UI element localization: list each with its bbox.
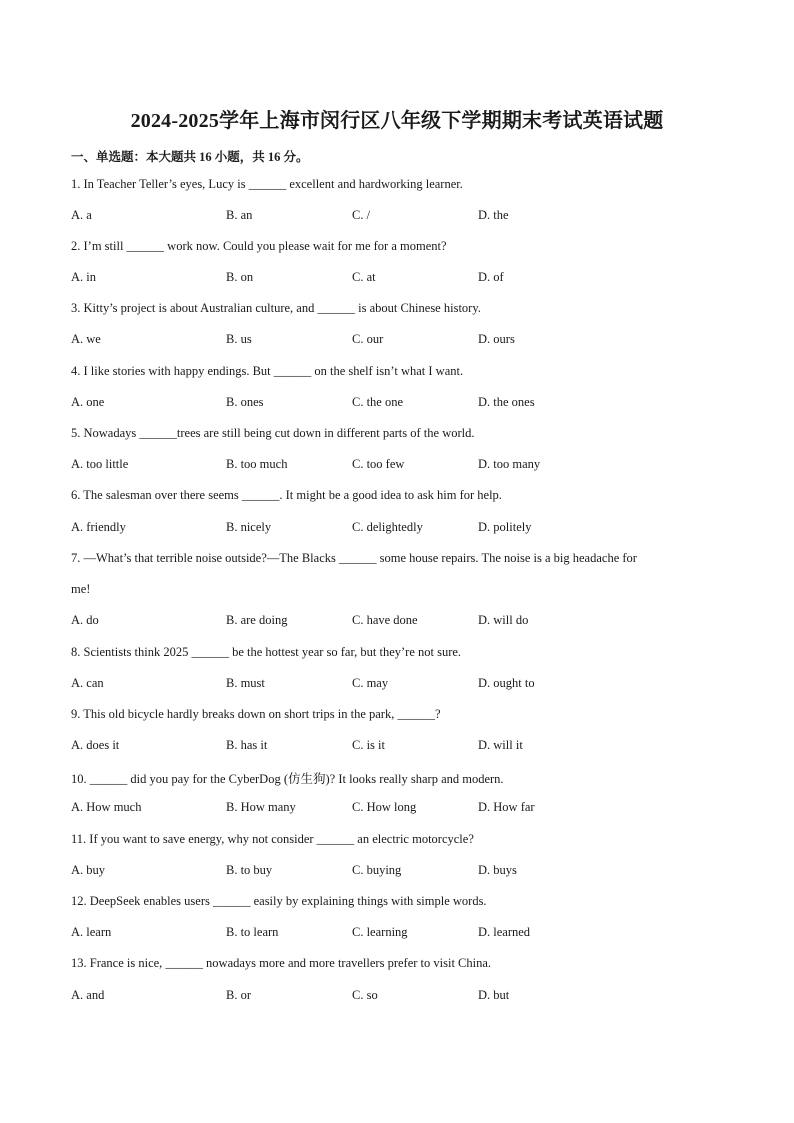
question-stem: 13. France is nice, ______ nowadays more and more travellers prefer to visit China. [71,956,492,970]
option-a: A. one [71,395,105,409]
question-options [71,457,731,475]
option-c: C. our [352,332,384,346]
option-b: B. ones [226,395,264,409]
option-c: C. so [352,988,378,1002]
question-stem: 5. Nowadays ______trees are still being cut down in different parts of the world. [71,426,475,440]
option-b: B. on [226,270,254,284]
option-b: B. to learn [226,925,279,939]
question-options [71,676,731,694]
option-a: A. a [71,208,92,222]
option-b: B. an [226,208,253,222]
option-b: B. How many [226,800,296,814]
option-d: D. too many [478,457,541,471]
option-d: D. buys [478,863,517,877]
option-d: D. learned [478,925,531,939]
option-c: C. / [352,208,371,222]
question-options [71,270,731,288]
option-a: A. in [71,270,96,284]
option-b: B. must [226,676,265,690]
section-heading: 一、单选题：本大题共 16 小题，共 16 分。 [71,150,309,164]
option-c: C. too few [352,457,405,471]
option-c: C. is it [352,738,385,752]
question-stem: 2. I’m still ______ work now. Could you please wait for me for a moment? [71,239,447,253]
option-a: A. buy [71,863,106,877]
question-stem: 7. —What’s that terrible noise outside?—The Blacks ______ some house repairs. The noise is a big headache for [71,551,637,565]
page-title: 2024-2025学年上海市闵行区八年级下学期期末考试英语试题 [130,110,664,132]
question-stem: 9. This old bicycle hardly breaks down on short trips in the park, ______? [71,707,441,721]
option-c: C. have done [352,613,418,627]
option-b: B. are doing [226,613,288,627]
option-c: C. the one [352,395,404,409]
option-d: D. ought to [478,676,535,690]
question-stem-continued: me! [71,582,91,596]
option-c: C. delightedly [352,520,423,534]
option-b: B. or [226,988,251,1002]
question-options [71,800,731,818]
option-b: B. to buy [226,863,273,877]
option-b: B. has it [226,738,268,752]
option-d: D. will it [478,738,523,752]
option-c: C. at [352,270,376,284]
question-stem: 11. If you want to save energy, why not consider ______ an electric motorcycle? [71,832,474,846]
option-a: A. friendly [71,520,126,534]
question-stem: 8. Scientists think 2025 ______ be the hottest year so far, but they’re not sure. [71,645,462,659]
option-d: D. will do [478,613,529,627]
option-d: D. of [478,270,504,284]
option-b: B. us [226,332,252,346]
question-stem: 10. ______ did you pay for the CyberDog (仿生狗)? It looks really sharp and modern. [71,772,504,786]
option-a: A. How much [71,800,142,814]
option-a: A. learn [71,925,112,939]
option-a: A. we [71,332,101,346]
question-stem: 12. DeepSeek enables users ______ easily by explaining things with simple words. [71,894,487,908]
question-options [71,863,731,881]
question-options [71,208,731,226]
question-options [71,613,731,631]
option-c: C. buying [352,863,402,877]
question-options [71,520,731,538]
question-stem: 6. The salesman over there seems ______. It might be a good idea to ask him for help. [71,488,502,502]
question-options [71,988,731,1006]
question-options [71,332,731,350]
option-a: A. do [71,613,99,627]
option-a: A. does it [71,738,120,752]
option-d: D. the ones [478,395,535,409]
option-b: B. nicely [226,520,272,534]
option-d: D. the [478,208,509,222]
option-b: B. too much [226,457,288,471]
option-a: A. can [71,676,104,690]
option-c: C. may [352,676,389,690]
option-a: A. too little [71,457,129,471]
question-options [71,395,731,413]
option-c: C. How long [352,800,417,814]
option-d: D. How far [478,800,535,814]
option-d: D. politely [478,520,532,534]
option-d: D. ours [478,332,515,346]
question-stem: 4. I like stories with happy endings. But ______ on the shelf isn’t what I want. [71,364,464,378]
question-options [71,738,731,756]
question-options [71,925,731,943]
option-a: A. and [71,988,105,1002]
question-stem: 1. In Teacher Teller’s eyes, Lucy is ______ excellent and hardworking learner. [71,177,463,191]
question-stem: 3. Kitty’s project is about Australian culture, and ______ is about Chinese history. [71,301,481,315]
option-c: C. learning [352,925,408,939]
option-d: D. but [478,988,510,1002]
